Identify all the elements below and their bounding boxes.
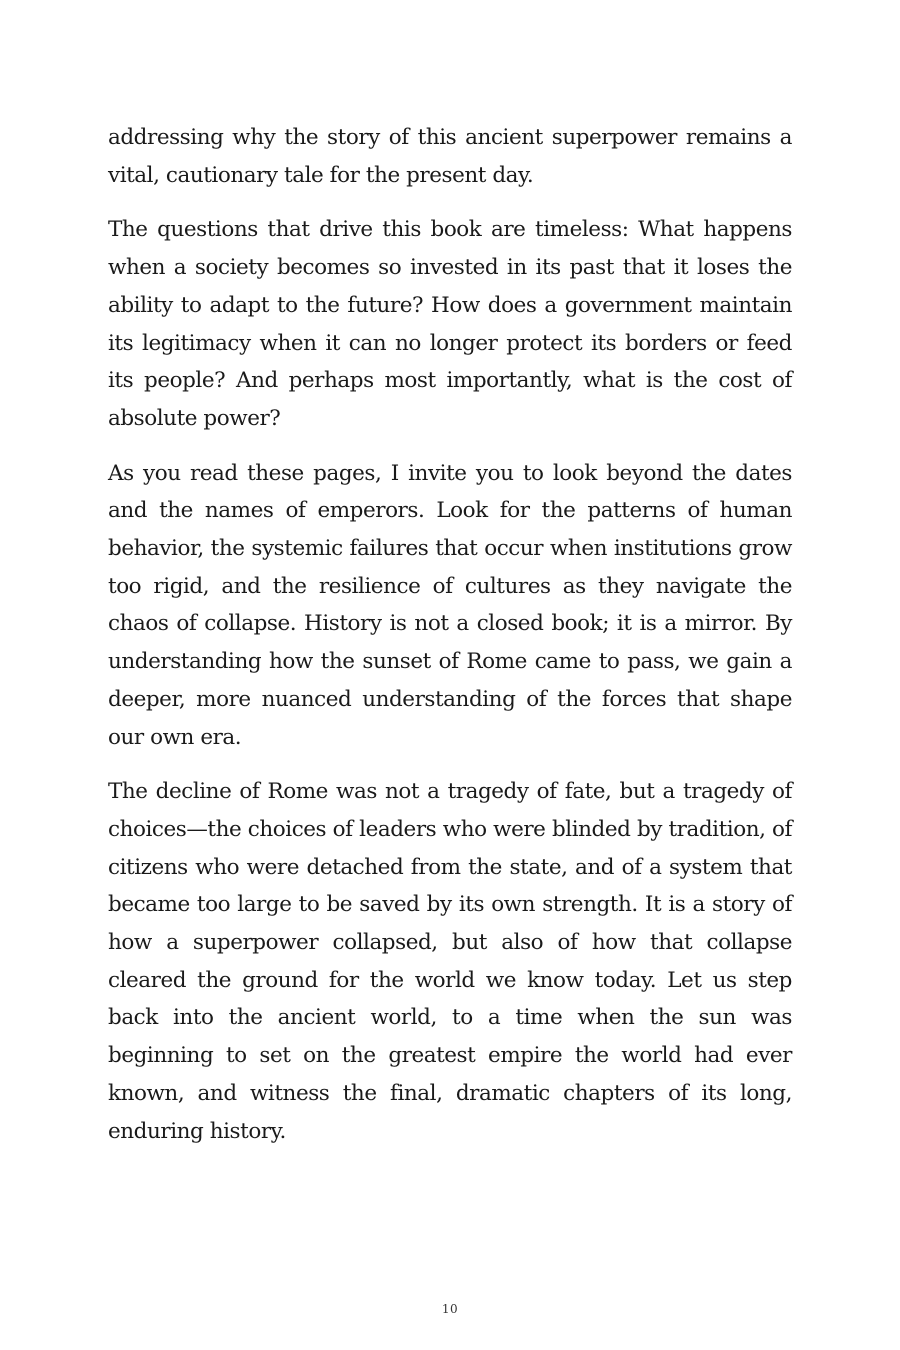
body-text [108,119,792,1167]
page-number: 10 [441,1302,459,1316]
paragraph-questions: The questions that drive this book are timeless: What happens when a society becomes so invested in its past that it loses the ability to adapt to the future? How does a government maintain its legitimacy when it can no longer protect its borders or feed its people? And perhaps most importantly, what is the cost of absolute power? [108,217,792,431]
paragraph-continuation: addressing why the story of this ancient superpower remains a vital, cautionary tale for the present day. [108,125,792,188]
paragraph-decline: The decline of Rome was not a tragedy of fate, but a tragedy of choices—the choices of leaders who were blinded by tradition, of citizens who were detached from the state, and of a system that became too large to be saved by its own strength. It is a story of how a superpower collapsed, but also of how that collapse cleared the ground for the world we know today. Let us step back into the ancient world, to a time when the sun was beginning to set on the greatest empire the world had ever known, and witness the final, dramatic chapters of its long, enduring history. [108,779,792,1144]
paragraph-invitation: As you read these pages, I invite you to look beyond the dates and the names of emperors. Look for the patterns of human behavior, the systemic failures that occur when institutions grow too rigid, and the resilience of cultures as they navigate the chaos of collapse. History is not a closed book; it is a mirror. By understanding how the sunset of Rome came to pass, we gain a deeper, more nuanced understanding of the forces that shape our own era. [108,460,792,750]
